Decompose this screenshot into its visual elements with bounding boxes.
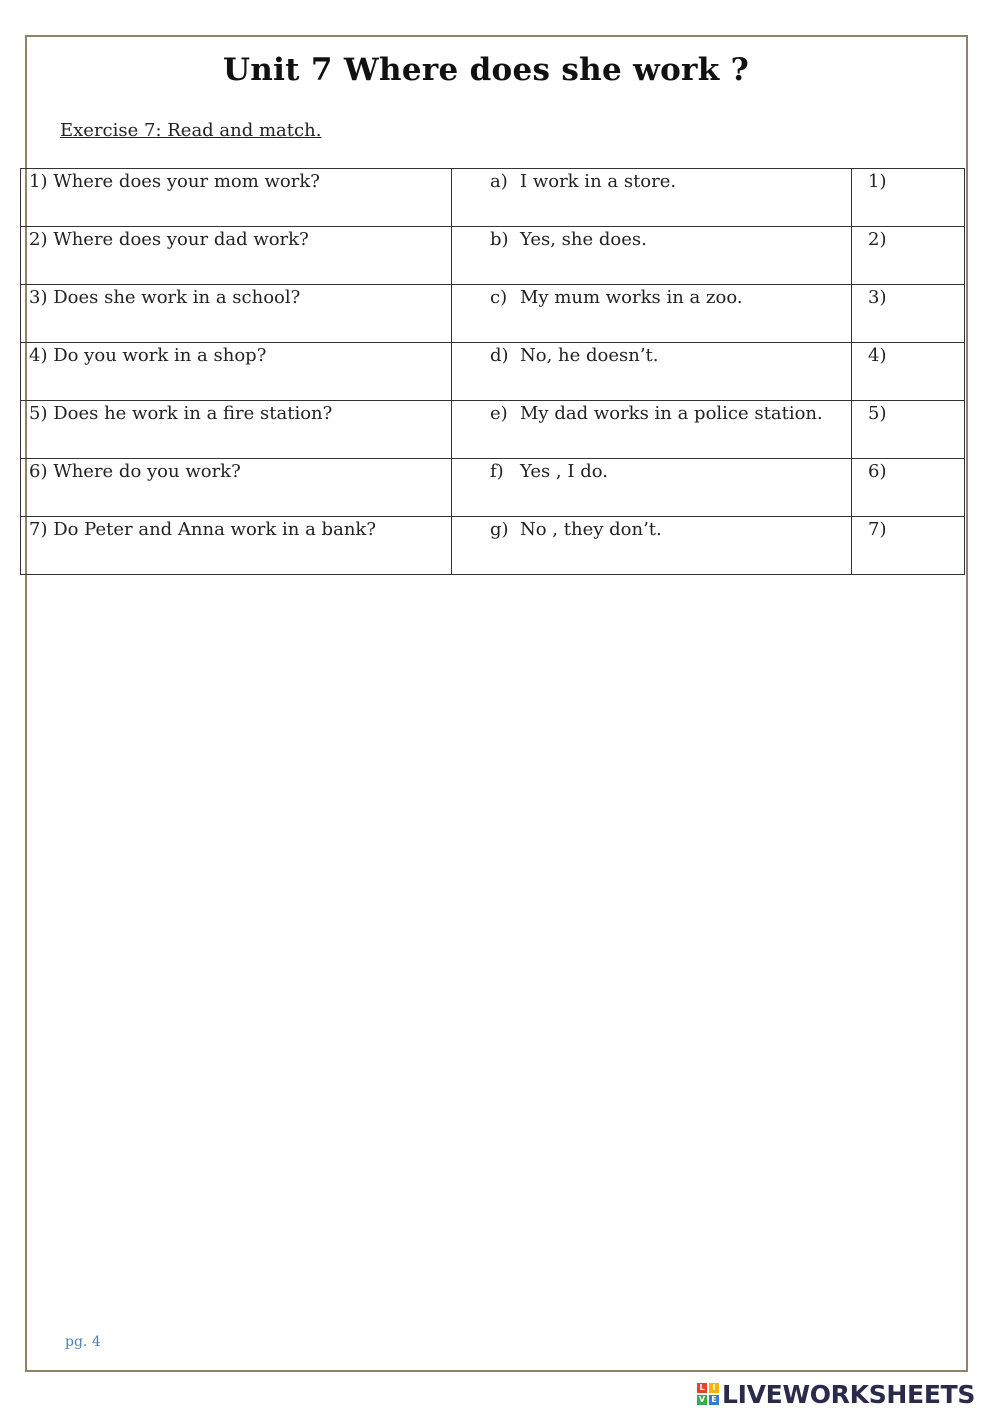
answer-letter: d) (490, 345, 509, 366)
answer-letter: e) (490, 403, 508, 424)
answer-cell (452, 401, 852, 459)
answer-cell (452, 343, 852, 401)
logo-tile: V (698, 1395, 706, 1404)
answer-cell (452, 517, 852, 575)
answer-text: I work in a store. (520, 171, 677, 192)
answer-cell (452, 459, 852, 517)
logo-text: LIVEWORKSHEETS (722, 1379, 976, 1409)
table-row (21, 517, 965, 575)
answer-text: My dad works in a police station. (520, 403, 823, 424)
logo-tile: E (709, 1395, 719, 1405)
question-cell: 3) Does she work in a school? (21, 285, 452, 343)
answer-letter: f) (490, 461, 504, 482)
answer-letter: a) (490, 171, 508, 192)
answer-letter: c) (490, 287, 508, 308)
answer-input-cell[interactable]: 1) (852, 169, 965, 227)
question-cell: 6) Where do you work? (21, 459, 452, 517)
answer-cell (452, 169, 852, 227)
answer-text: Yes , I do. (520, 461, 608, 482)
table-row (21, 285, 965, 343)
answer-cell (452, 227, 852, 285)
page-title: Unit 7 Where does she work ? (222, 52, 750, 88)
answer-input-cell[interactable]: 3) (852, 285, 965, 343)
answer-cell (452, 285, 852, 343)
answer-input-cell[interactable]: 5) (852, 401, 965, 459)
match-table (20, 168, 965, 575)
page-number: pg. 4 (65, 1334, 101, 1350)
liveworksheets-logo-icon (697, 1383, 719, 1405)
answer-letter: g) (490, 519, 509, 540)
question-cell: 4) Do you work in a shop? (21, 343, 452, 401)
answer-text: Yes, she does. (520, 229, 647, 250)
question-cell: 7) Do Peter and Anna work in a bank? (21, 517, 452, 575)
answer-text: My mum works in a zoo. (520, 287, 743, 308)
table-row (21, 227, 965, 285)
question-cell: 5) Does he work in a fire station? (21, 401, 452, 459)
answer-text: No, he doesn’t. (520, 345, 659, 366)
question-cell: 2) Where does your dad work? (21, 227, 452, 285)
question-cell: 1) Where does your mom work? (21, 169, 452, 227)
answer-input-cell[interactable]: 7) (852, 517, 965, 575)
exercise-label: Exercise 7: Read and match. (60, 120, 322, 141)
answer-text: No , they don’t. (520, 519, 662, 540)
liveworksheets-logo (697, 1380, 975, 1408)
answer-letter: b) (490, 229, 509, 250)
logo-tile: I (709, 1383, 719, 1393)
table-row (21, 169, 965, 227)
table-row (21, 459, 965, 517)
answer-input-cell[interactable]: 2) (852, 227, 965, 285)
logo-tile: L (697, 1383, 707, 1393)
answer-input-cell[interactable]: 6) (852, 459, 965, 517)
answer-input-cell[interactable]: 4) (852, 343, 965, 401)
table-row (21, 401, 965, 459)
table-row (21, 343, 965, 401)
